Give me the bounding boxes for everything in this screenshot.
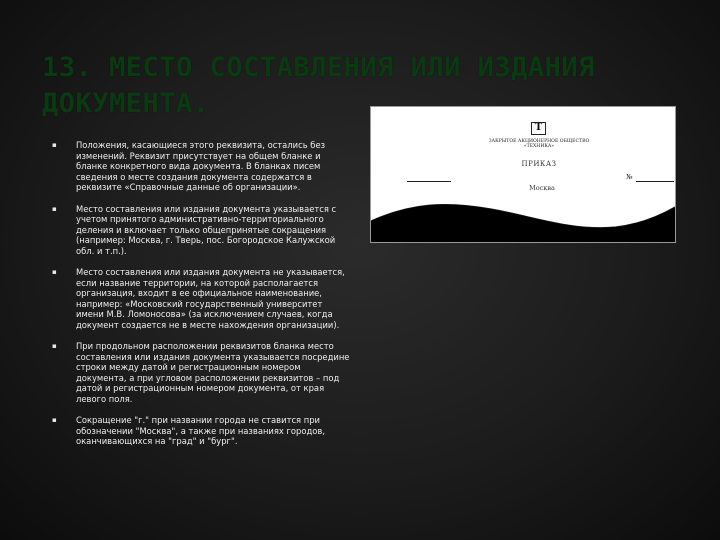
- document-place: Москва: [529, 184, 555, 192]
- bullet-item: [52, 140, 352, 193]
- bullet-item: [52, 267, 352, 330]
- bullet-item: [52, 341, 352, 404]
- bullet-text: Место составления или издания документа не указывается, если название территории, на которой располагается организация, входит в ее официальное наименование, например: «Московский государственный университет имени М.В. Ломоносова» (за исключением случаев, когда документ создается не в месте нахождения организации).: [76, 267, 345, 330]
- bullet-marker: ▪: [52, 268, 57, 276]
- bullet-text: Положения, касающиеся этого реквизита, остались без изменений. Реквизит присутствует на общем бланке и бланке конкретного вида документа. В бланках писем сведения о месте создания документа содержатся в реквизите «Справочные данные об организации».: [76, 140, 326, 192]
- number-line: [636, 181, 674, 182]
- organization-logo: Т: [531, 122, 546, 135]
- bullet-marker: ▪: [52, 416, 57, 424]
- bullet-item: [52, 204, 352, 257]
- bullet-list: [52, 140, 352, 458]
- slide-title: 13. МЕСТО СОСТАВЛЕНИЯ ИЛИ ИЗДАНИЯ ДОКУМЕНТА.: [42, 52, 595, 119]
- document-form-sample: [370, 106, 676, 243]
- bullet-marker: ▪: [52, 204, 57, 213]
- bullet-text: Сокращение "г." при названии города не ставится при обозначении "Москва", а также при названиях городов, оканчивающихся на "град" и "бург".: [76, 415, 326, 446]
- bullet-item: [52, 415, 352, 447]
- torn-edge-fill: [371, 205, 675, 242]
- document-number-label: №: [626, 173, 633, 181]
- bullet-text: При продольном расположении реквизитов бланка место составления или издания документа указывается посредине строки между датой и регистрационным номером документа, а при угловом расположении реквизитов – под датой и регистрационным номером документа, от края левого поля.: [76, 341, 350, 404]
- bullet-marker: ▪: [52, 141, 57, 149]
- organization-name: ЗАКРЫТОЕ АКЦИОНЕРНОЕ ОБЩЕСТВО «ТЕХНИКА»: [488, 139, 590, 150]
- date-line: [407, 181, 451, 182]
- bullet-text: Место составления или издания документа указывается с учетом принятого административно-территориального деления и включает только общепринятые сокращения (например: Москва, г. Тверь, пос. Богородское Калужской обл. и т.п.).: [76, 203, 337, 256]
- bullet-marker: ▪: [52, 342, 57, 350]
- document-type: ПРИКАЗ: [521, 160, 557, 168]
